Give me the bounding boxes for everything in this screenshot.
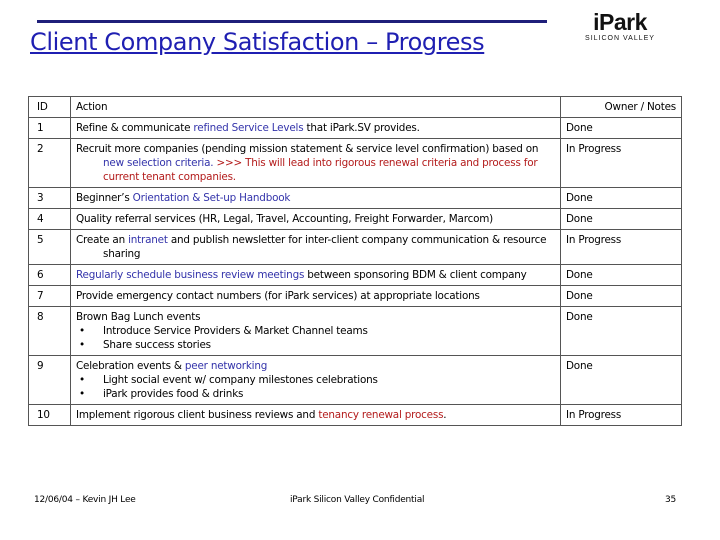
- table-row: [29, 286, 682, 307]
- action-text: [76, 268, 555, 282]
- table-row: [29, 188, 682, 209]
- row-owner-status: Done: [561, 356, 682, 405]
- footer-author-date: 12/06/04 – Kevin JH Lee: [34, 495, 136, 505]
- action-text-segment: Celebration events &: [76, 360, 185, 372]
- action-text: [76, 212, 555, 226]
- row-id: 1: [29, 118, 71, 139]
- table-row: [29, 307, 682, 356]
- action-text: [76, 191, 555, 205]
- action-text-segment: Quality referral services (HR, Legal, Travel, Accounting, Freight Forwarder, Marcom): [76, 213, 494, 225]
- row-owner-status: Done: [561, 188, 682, 209]
- table-row: [29, 139, 682, 188]
- row-owner-status: Done: [561, 307, 682, 356]
- footer-page-number: 35: [665, 495, 677, 505]
- highlighted-text: Regularly schedule business review meetings: [76, 269, 305, 281]
- row-action: [71, 265, 561, 286]
- row-action: [71, 188, 561, 209]
- highlighted-text: intranet: [128, 234, 168, 246]
- action-text-segment: .: [443, 409, 447, 421]
- column-header-id: ID: [29, 97, 71, 118]
- action-text: [76, 142, 555, 184]
- row-id: 8: [29, 307, 71, 356]
- row-id: 7: [29, 286, 71, 307]
- action-text-segment: Implement rigorous client business reviews and: [76, 409, 319, 421]
- action-text-segment: Brown Bag Lunch events: [76, 311, 201, 323]
- bullet-list: [76, 324, 555, 352]
- action-text: [76, 359, 555, 373]
- highlighted-text: Orientation & Set-up Handbook: [132, 192, 291, 204]
- highlighted-text: new selection criteria.: [103, 157, 214, 169]
- row-action: [71, 286, 561, 307]
- action-text-segment: Provide emergency contact numbers (for iPark services) at appropriate locations: [76, 290, 480, 302]
- title-rule: [37, 20, 547, 23]
- table-row: [29, 209, 682, 230]
- row-owner-status: In Progress: [561, 230, 682, 265]
- action-text-segment: that iPark.SV provides.: [303, 122, 420, 134]
- bullet-icon: •: [79, 388, 85, 400]
- table-body: [29, 118, 682, 426]
- row-owner-status: Done: [561, 286, 682, 307]
- table-row: [29, 265, 682, 286]
- progress-table: [28, 96, 682, 426]
- row-id: 6: [29, 265, 71, 286]
- row-id: 3: [29, 188, 71, 209]
- action-text-segment: between sponsoring BDM & client company: [304, 269, 527, 281]
- emphasis-text: tenancy renewal process: [318, 409, 444, 421]
- column-header-owner: Owner / Notes: [561, 97, 682, 118]
- row-action: [71, 356, 561, 405]
- row-owner-status: Done: [561, 118, 682, 139]
- bullet-list: [76, 373, 555, 401]
- footer-confidential: iPark Silicon Valley Confidential: [290, 495, 425, 505]
- row-action: [71, 139, 561, 188]
- column-header-action: Action: [71, 97, 561, 118]
- bullet-item: [76, 387, 555, 401]
- emphasis-text: >>> This will lead into rigorous renewal criteria and process for current tenant companies.: [103, 157, 538, 183]
- row-id: 10: [29, 405, 71, 426]
- bullet-icon: •: [79, 374, 85, 386]
- table-row: [29, 230, 682, 265]
- row-action: [71, 405, 561, 426]
- bullet-item: [76, 338, 555, 352]
- row-owner-status: In Progress: [561, 139, 682, 188]
- bullet-item: [76, 373, 555, 387]
- row-id: 2: [29, 139, 71, 188]
- bullet-text: Share success stories: [103, 339, 211, 351]
- bullet-icon: •: [79, 339, 85, 351]
- bullet-item: [76, 324, 555, 338]
- action-text: [76, 289, 555, 303]
- table-row: [29, 118, 682, 139]
- highlighted-text: refined Service Levels: [193, 122, 304, 134]
- action-text: [76, 408, 555, 422]
- logo-subtitle: SILICON VALLEY: [585, 35, 655, 42]
- row-owner-status: Done: [561, 209, 682, 230]
- action-text-segment: Create an: [76, 234, 129, 246]
- row-action: [71, 118, 561, 139]
- bullet-text: Introduce Service Providers & Market Channel teams: [103, 325, 368, 337]
- ipark-logo: [580, 10, 660, 44]
- bullet-text: Light social event w/ company milestones celebrations: [103, 374, 378, 386]
- table-row: [29, 356, 682, 405]
- action-text-segment: Beginner’s: [76, 192, 133, 204]
- row-owner-status: Done: [561, 265, 682, 286]
- row-id: 4: [29, 209, 71, 230]
- row-id: 5: [29, 230, 71, 265]
- bullet-text: iPark provides food & drinks: [103, 388, 244, 400]
- table-header-row: [29, 97, 682, 118]
- action-text: [76, 310, 555, 324]
- bullet-icon: •: [79, 325, 85, 337]
- row-action: [71, 209, 561, 230]
- row-id: 9: [29, 356, 71, 405]
- action-text-segment: Recruit more companies (pending mission statement & service level confirmation) based on: [76, 143, 539, 155]
- row-action: [71, 230, 561, 265]
- table-row: [29, 405, 682, 426]
- action-text: [76, 121, 555, 135]
- highlighted-text: peer networking: [184, 360, 268, 372]
- action-text-segment: and publish newsletter for inter-client company communication & resource sharing: [103, 234, 547, 260]
- action-text-segment: Refine & communicate: [76, 122, 194, 134]
- logo-wordmark: iPark: [593, 9, 647, 35]
- page-title: Client Company Satisfaction – Progress: [30, 28, 485, 56]
- action-text: [76, 233, 555, 261]
- row-action: [71, 307, 561, 356]
- row-owner-status: In Progress: [561, 405, 682, 426]
